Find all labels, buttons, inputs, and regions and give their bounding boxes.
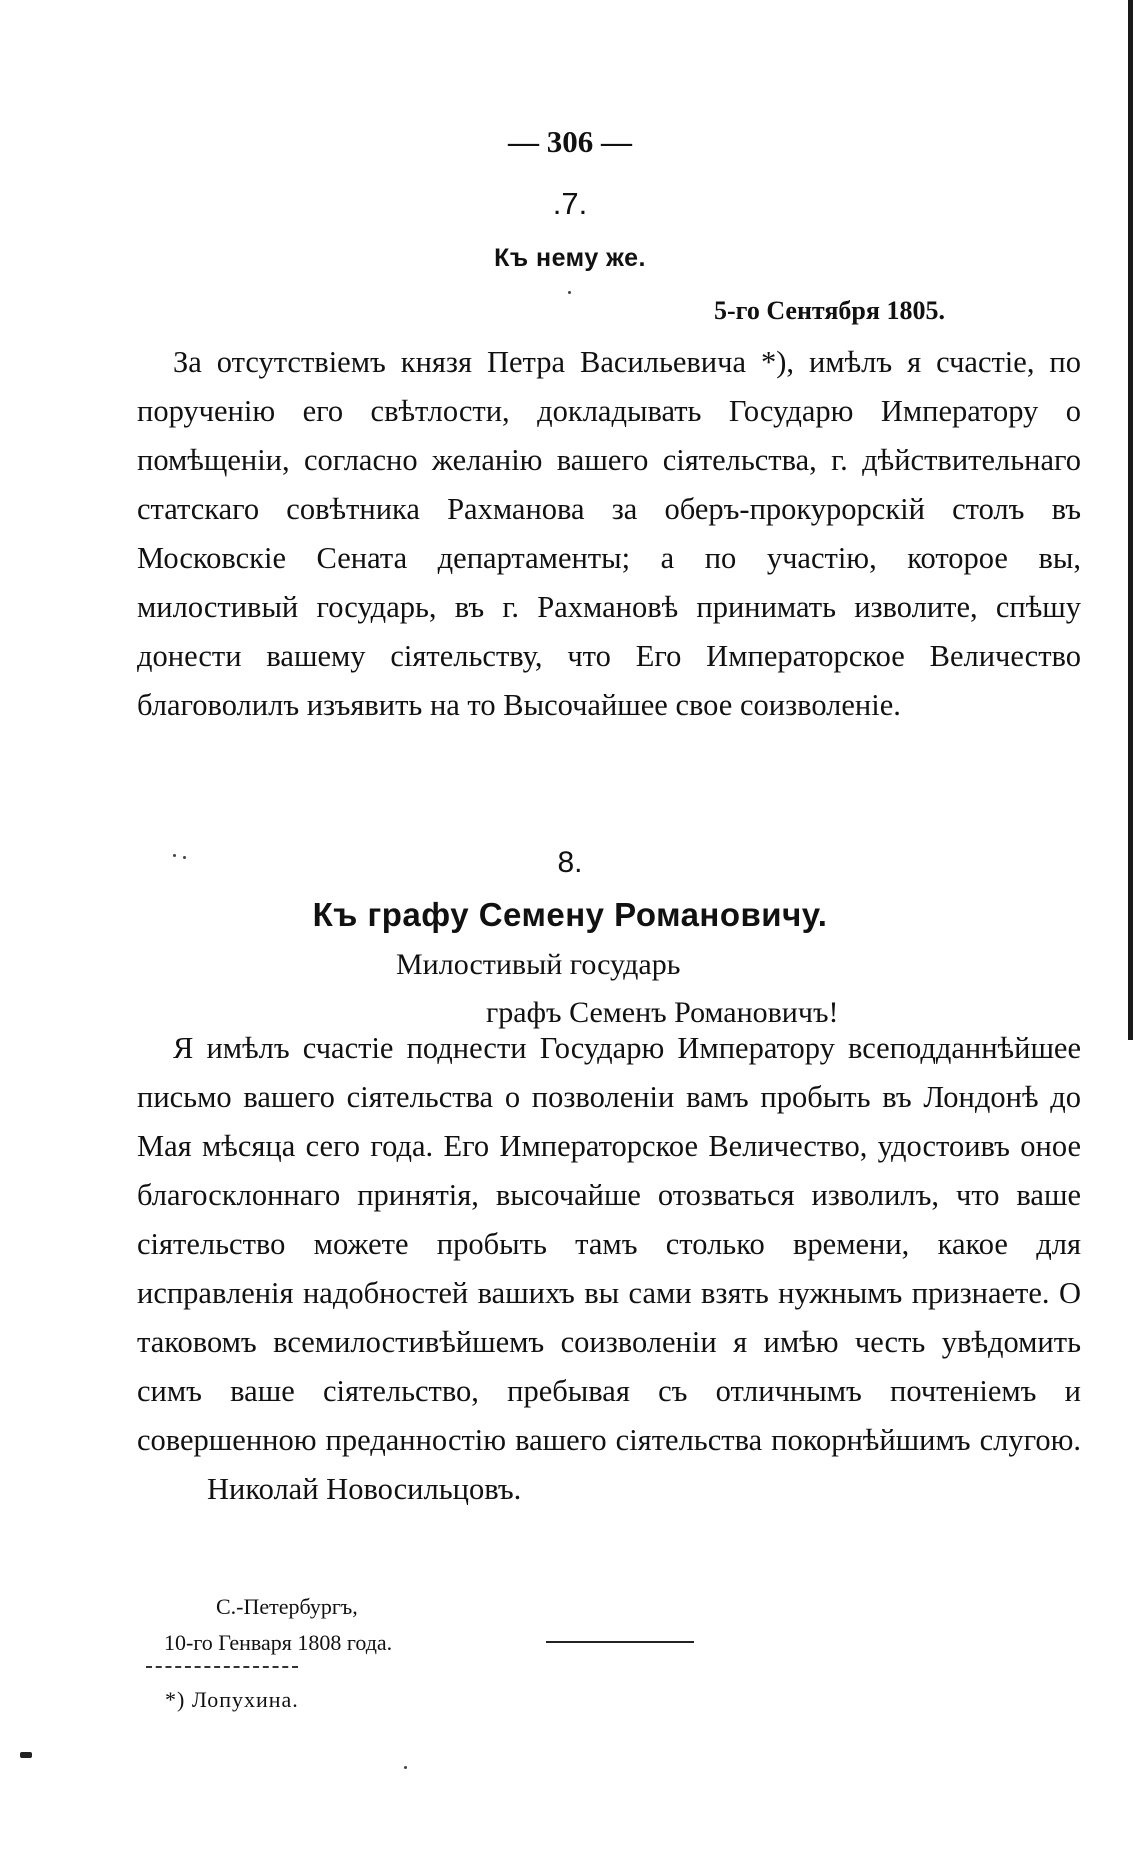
signature: Николай Новосильцовъ. <box>207 1472 522 1506</box>
section-7-title: Къ нему же. <box>494 244 646 272</box>
footnote: *) Лопухина. <box>165 1687 299 1712</box>
letter-place: С.-Петербургъ, <box>216 1594 358 1619</box>
section-7-text-content: За отсутствіемъ князя Петра Васильевича *), имѣлъ я счастіе, по порученію его свѣтлости, докладывать Государю Императору о помѣщеніи, согласно желанію вашего сіятельства, г. дѣйствительнаго статскаго совѣтника Рахманова за оберъ-прокурорскій столъ въ Московскіе Сената департаменты; а по участію, которое вы, милостивый государь, въ г. Рахмановѣ принимать изволите, спѣшу донести вашему сіятельству, что Его Императорское Величество благоволилъ изъявить на то Высочайшее свое соизволеніе. <box>137 345 1081 722</box>
salutation-line-1: Милостивый государь <box>396 948 681 981</box>
letter-date: 10-го Генваря 1808 года. <box>164 1630 393 1655</box>
section-8-text-content: Я имѣлъ счастіе поднести Государю Императору всеподданнѣйшее письмо вашего сіятельства о позволеніи вамъ пробыть въ Лондонѣ до Мая мѣсяца сего года. Его Императорское Величество, удостоивъ оное благосклоннаго принятія, высочайше отозваться изволилъ, что ваше сіятельство можете пробыть тамъ столько времени, какое для исправленія надобностей вашихъ вы сами взять нужнымъ признаете. О таковомъ всемилостивѣйшемъ соизволеніи я имѣю честь увѣдомить симъ ваше сіятельство, пребывая съ отличнымъ почтеніемъ и совершенною преданностію вашего сіятельства покорнѣйшимъ слугою. <box>137 1031 1081 1457</box>
section-8-text <box>137 1024 1081 1514</box>
print-mark <box>20 1752 32 1758</box>
salutation-line-2: графъ Семенъ Романовичъ! <box>486 996 839 1029</box>
closing-rule <box>546 1641 694 1643</box>
footnote-rule <box>146 1666 298 1668</box>
section-8-number: 8. <box>557 846 583 879</box>
section-7-date: 5-го Сентября 1805. <box>714 296 945 325</box>
print-speck <box>568 291 571 294</box>
section-8-title: Къ графу Семену Романовичу. <box>312 896 828 933</box>
print-speck <box>404 1766 407 1769</box>
page-number: — 306 — <box>508 124 632 159</box>
section-7-text <box>137 338 1081 730</box>
section-7-number: .7. <box>552 186 588 221</box>
